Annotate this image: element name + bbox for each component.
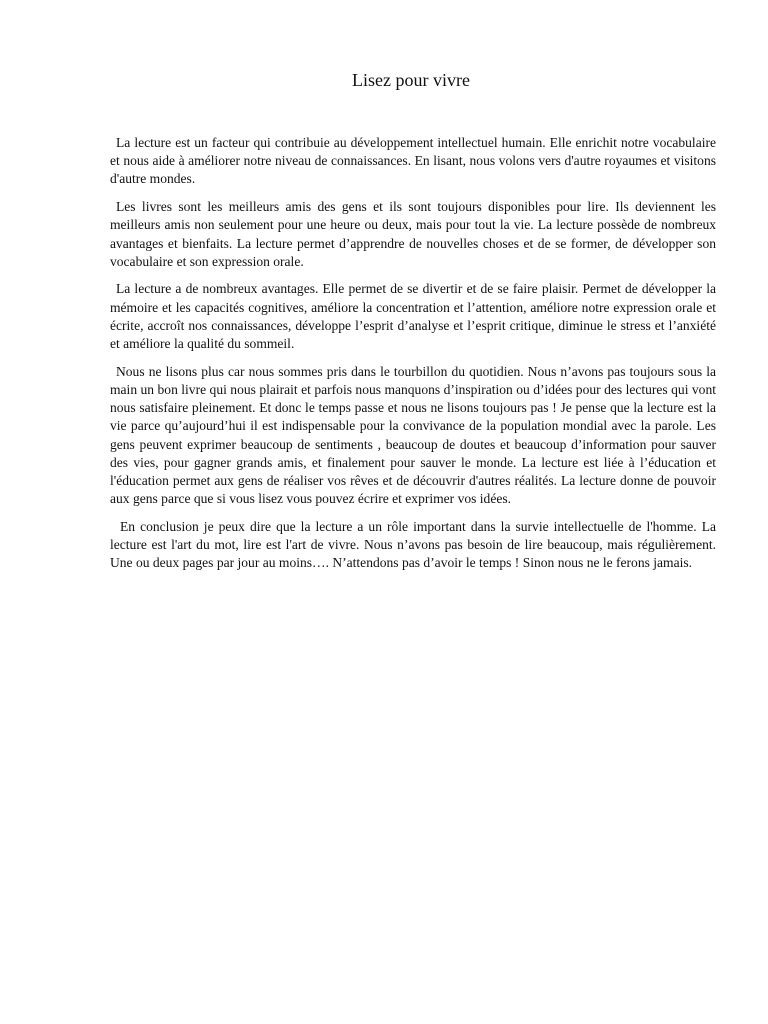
paragraph-friends bbox=[110, 198, 716, 271]
paragraph-friends-text: Les livres sont les meilleurs amis des gens et ils sont toujours disponibles pour lire. Ils deviennent les meilleurs amis non seulement pour une heure ou deux, mais pour tout la vie. La lecture possède de nombreux avantages et bienfaits. La lecture permet d’apprendre de nouvelles choses et de se former, de développer son vocabulaire et son expression orale. bbox=[110, 199, 716, 269]
paragraph-conclusion-text: En conclusion je peux dire que la lecture a un rôle important dans la survie intellectuelle de l'homme. La lecture est l'art du mot, lire est l'art de vivre. Nous n’avons pas besoin de lire beaucoup, mais régulièrement. Une ou deux pages par jour au moins…. N’attendons pas d’avoir le temps ! Sinon nous ne le ferons jamais. bbox=[110, 518, 716, 571]
document-body bbox=[110, 134, 716, 582]
document-title: Lisez pour vivre bbox=[352, 70, 470, 90]
paragraph-intro-text: La lecture est un facteur qui contribuie au développement intellectuel humain. Elle enrichit notre vocabulaire et nous aide à améliorer notre niveau de connaissances. En lisant, nous volons vers d'autre royaumes et visitons d'autre mondes. bbox=[110, 135, 716, 187]
paragraph-conclusion bbox=[110, 518, 716, 573]
paragraph-advantages bbox=[110, 280, 716, 353]
paragraph-intro bbox=[110, 134, 716, 189]
paragraph-daily-life-text: Nous ne lisons plus car nous sommes pris dans le tourbillon du quotidien. Nous n’avons pas toujours sous la main un bon livre qui nous plairait et parfois nous manquons d’inspiration ou d’idées pour des lectures qui vont nous satisfaire pleinement. Et donc le temps passe et nous ne lisons toujours pas ! Je pense que la lecture est la vie parce qu’aujourd’hui il est indispensable pour la convivance de la population mondial avec la parole. Les gens peuvent exprimer beaucoup de sentiments , beaucoup de doutes et beaucoup d’information pour sauver des vies, pour gagner grands amis, et finalement pour sauver le monde. La lecture est liée à l’éducation et l'éducation permet aux gens de réaliser vos rêves et de découvrir d'autres réalités. La lecture donne de pouvoir aux gens parce que si vous lisez vous pouvez écrire et exprimer vos idées. bbox=[110, 363, 716, 507]
paragraph-daily-life bbox=[110, 363, 716, 509]
paragraph-advantages-text: La lecture a de nombreux avantages. Elle permet de se divertir et de se faire plaisir. Permet de développer la mémoire et les capacités cognitives, améliore la concentration et l’attention, améliore notre expression orale et écrite, accroît nos connaissances, développe l’esprit d’analyse et l’esprit critique, diminue le stress et l’anxiété et améliore la qualité du sommeil. bbox=[110, 281, 716, 352]
